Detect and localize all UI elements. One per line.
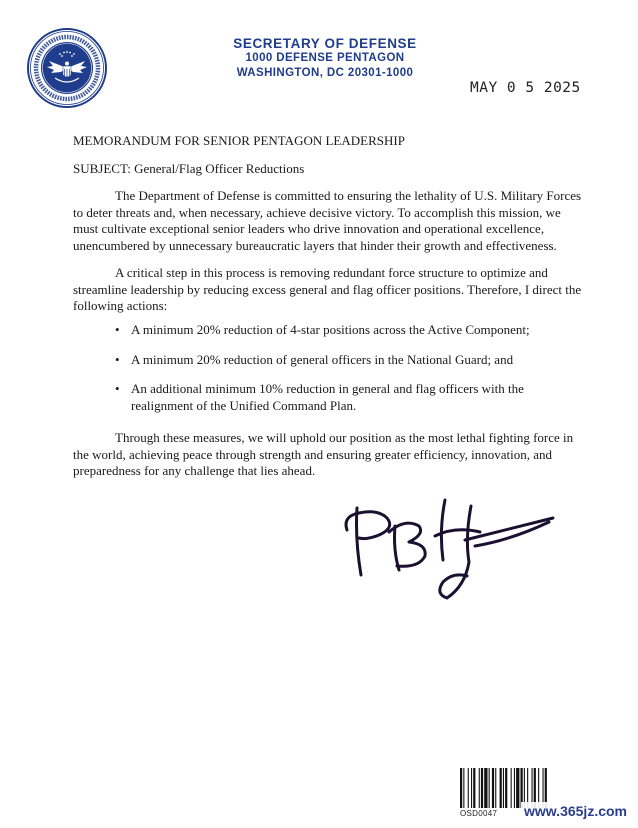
letterhead-title: SECRETARY OF DEFENSE <box>233 36 417 51</box>
dod-seal-logo <box>27 28 107 108</box>
letterhead-address-line2: WASHINGTON, DC 20301-1000 <box>236 67 414 79</box>
barcode-bar <box>468 768 469 808</box>
handwritten-signature <box>335 490 565 605</box>
seal-graphic <box>27 28 107 108</box>
bullet-glyph: • <box>115 351 120 367</box>
barcode-bar <box>489 768 490 808</box>
barcode-bar <box>473 768 475 808</box>
barcode-bar <box>505 768 507 808</box>
action-list <box>73 322 583 427</box>
memo-addressee: MEMORANDUM FOR SENIOR PENTAGON LEADERSHIP <box>73 133 405 148</box>
barcode-bar <box>503 768 504 808</box>
bullet-glyph: • <box>115 381 120 396</box>
memo-subject: SUBJECT: General/Flag Officer Reductions <box>73 161 305 176</box>
letterhead-address-line1: 1000 DEFENSE PENTAGON <box>245 52 405 64</box>
barcode-bar <box>500 768 502 808</box>
barcode-bar <box>479 768 480 808</box>
action-item-text: A minimum 20% reduction of 4-star positions across the Active Component; <box>131 322 530 337</box>
letterhead <box>200 36 450 81</box>
barcode-bar <box>511 768 512 808</box>
date-stamp: MAY 0 5 2025 <box>470 80 581 96</box>
barcode-bar <box>463 768 464 808</box>
barcode-bar <box>495 768 496 808</box>
action-item-text: An additional minimum 10% reduction in general and flag officers with the realignment of the Unified Command Plan. <box>131 381 524 413</box>
action-item <box>73 352 583 369</box>
memo-paragraph-3: Through these measures, we will uphold our position as the most lethal fighting force in the world, achieving peace through strength and ensuring greater efficiency, innovation, and preparedness for any challenge that lies ahead. <box>73 430 574 478</box>
barcode-bar <box>516 768 519 808</box>
action-item-text: A minimum 20% reduction of general officers in the National Guard; and <box>131 351 514 367</box>
bullet-glyph: • <box>115 322 120 337</box>
memo-paragraph-1: The Department of Defense is committed to ensuring the lethality of U.S. Military Forces to deter threats and, when necessary, achieve decisive victory. To accomplish this mission, we must cultivate exceptional senior leaders who drive innovation and operational excellence, unencumbered by unnecessary bureaucratic layers that hinder their growth and effectiveness. <box>73 188 582 253</box>
barcode-bar <box>514 768 515 808</box>
action-item <box>73 381 583 414</box>
barcode-bar <box>481 768 483 808</box>
memo-paragraph-2: A critical step in this process is removing redundant force structure to optimize and streamline leadership by reducing excess general and flag officer positions. Therefore, I direct the following actions: <box>73 265 582 313</box>
site-watermark: www.365jz.com <box>521 802 630 820</box>
barcode-number: OSD0047 <box>460 809 498 818</box>
action-item <box>73 322 583 339</box>
barcode-bar <box>492 768 494 808</box>
barcode-bar <box>460 768 462 808</box>
barcode-bar <box>484 768 487 808</box>
barcode-bar <box>471 768 472 808</box>
signature-graphic <box>335 490 565 605</box>
